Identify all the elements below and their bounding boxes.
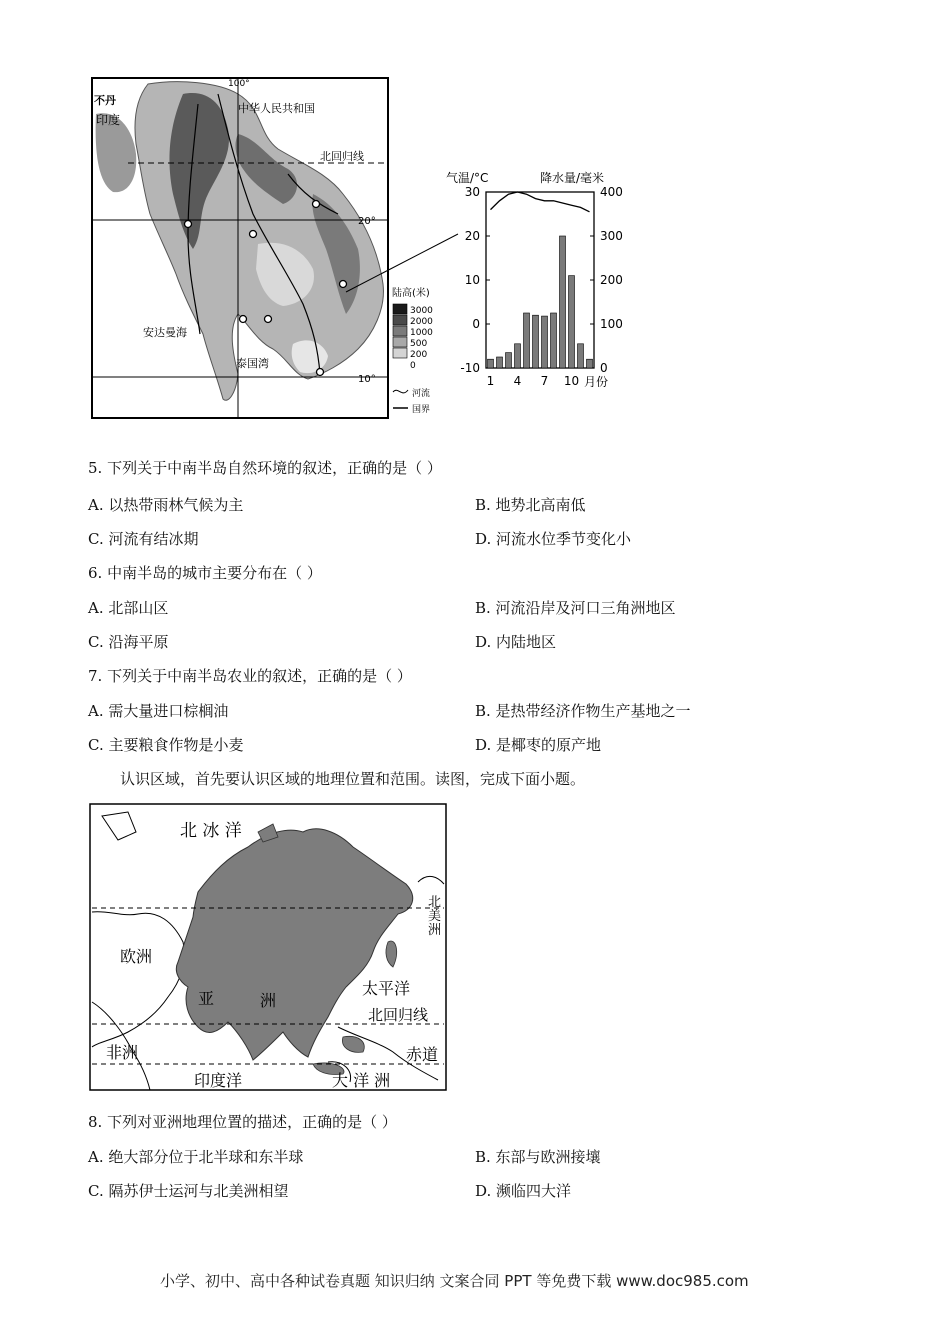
section-intro: 认识区域，首先要认识区域的地理位置和范围。读图，完成下面小题。 [120, 770, 586, 788]
precip-bar-11 [578, 344, 584, 368]
temperature-line [491, 192, 590, 212]
precipitation-bars [488, 236, 593, 368]
q7-option-d[interactable]: D. 是椰枣的原产地 [475, 736, 602, 754]
legend-border: 国界 [412, 405, 431, 415]
label-pacific: 太平洋 [362, 979, 411, 998]
q8-option-a[interactable]: A. 绝大部分位于北半球和东半球 [88, 1148, 304, 1166]
q8-option-d[interactable]: D. 濒临四大洋 [475, 1182, 572, 1200]
label-meridian: 100° [228, 79, 250, 89]
legend-level: 1000 [410, 328, 433, 338]
asia-figure [88, 802, 450, 1094]
label-europe: 欧洲 [120, 947, 153, 966]
q8-option-c[interactable]: C. 隔苏伊士运河与北美洲相望 [88, 1182, 289, 1200]
precip-bar-12 [587, 359, 593, 368]
left-tick-label: 10 [464, 273, 480, 287]
label-arctic-ocean: 北 冰 洋 [180, 821, 242, 841]
elevation-legend [392, 286, 433, 415]
indochina-figure [88, 74, 628, 422]
q5-option-d[interactable]: D. 河流水位季节变化小 [475, 530, 632, 548]
q6-stem: 6. 中南半岛的城市主要分布在（ ） [88, 564, 322, 582]
label-north-america-3: 洲 [428, 923, 442, 938]
precip-bar-3 [506, 353, 512, 368]
precip-bar-8 [551, 313, 557, 368]
precip-bar-10 [569, 276, 575, 368]
q5-stem: 5. 下列关于中南半岛自然环境的叙述，正确的是（ ） [88, 459, 442, 477]
precip-axis-label: 降水量/毫米 [540, 171, 605, 185]
precip-bar-4 [515, 344, 521, 368]
q8-stem: 8. 下列对亚洲地理位置的描述，正确的是（ ） [88, 1113, 397, 1131]
precip-bar-1 [488, 359, 494, 368]
q7-stem: 7. 下列关于中南半岛农业的叙述，正确的是（ ） [88, 667, 412, 685]
label-lat10: 10° [358, 374, 376, 385]
label-andaman-sea: 安达曼海 [143, 326, 187, 339]
page-footer: 小学、初中、高中各种试卷真题 知识归纳 文案合同 PPT 等免费下载 www.doc985.com [160, 1272, 749, 1290]
x-tick-label: 1 [486, 374, 495, 388]
label-bhutan: 不丹 [94, 94, 116, 107]
x-tick-label: 4 [513, 374, 522, 388]
label-north-america-1: 北 [428, 895, 442, 910]
left-tick-label: 30 [464, 185, 480, 199]
label-north-america-2: 美 [428, 909, 442, 924]
q6-option-d[interactable]: D. 内陆地区 [475, 633, 557, 651]
precip-bar-7 [542, 316, 548, 368]
q7-option-c[interactable]: C. 主要粮食作物是小麦 [88, 736, 244, 754]
q6-option-a[interactable]: A. 北部山区 [88, 599, 169, 617]
q5-option-b[interactable]: B. 地势北高南低 [475, 496, 586, 514]
left-tick-label: -10 [460, 361, 480, 375]
label-indian-ocean: 印度洋 [194, 1071, 243, 1090]
right-tick-label: 200 [600, 273, 623, 287]
left-tick-label: 20 [464, 229, 480, 243]
right-tick-label: 0 [600, 361, 608, 375]
legend-level: 3000 [410, 306, 433, 316]
label-tropic-of-cancer: 北回归线 [368, 1006, 429, 1024]
temp-axis-label: 气温/°C [446, 171, 489, 185]
label-oceania: 大 洋 洲 [332, 1071, 391, 1090]
precip-bar-2 [497, 357, 503, 368]
q5-option-c[interactable]: C. 河流有结冰期 [88, 530, 199, 548]
q6-option-c[interactable]: C. 沿海平原 [88, 633, 169, 651]
chart-plot-frame [486, 192, 594, 368]
q8-option-b[interactable]: B. 东部与欧洲接壤 [475, 1148, 601, 1166]
legend-level: 0 [410, 361, 416, 371]
label-tropic: 北回归线 [320, 150, 364, 163]
x-axis-label: 月份 [584, 375, 609, 389]
right-axis-ticks [590, 185, 623, 375]
q7-option-a[interactable]: A. 需大量进口棕榈油 [88, 702, 229, 720]
legend-level: 500 [410, 339, 428, 349]
legend-title: 陆高(米) [392, 288, 430, 299]
legend-level: 2000 [410, 317, 433, 327]
q7-option-b[interactable]: B. 是热带经济作物生产基地之一 [475, 702, 691, 720]
label-gulf-thailand: 泰国湾 [236, 357, 269, 370]
indochina-figure-svg [88, 74, 628, 422]
label-asia-2: 洲 [260, 991, 277, 1010]
label-china: 中华人民共和国 [238, 102, 315, 115]
legend-river: 河流 [412, 389, 431, 399]
label-africa: 非洲 [106, 1043, 139, 1062]
x-tick-label: 10 [563, 374, 580, 388]
right-tick-label: 400 [600, 185, 623, 199]
right-tick-label: 100 [600, 317, 623, 331]
precip-bar-6 [533, 315, 539, 368]
label-asia-1: 亚 [198, 989, 215, 1008]
precip-bar-5 [524, 313, 530, 368]
legend-level: 200 [410, 350, 428, 360]
q6-option-b[interactable]: B. 河流沿岸及河口三角洲地区 [475, 599, 676, 617]
label-equator: 赤道 [406, 1045, 439, 1064]
river-symbol-icon [393, 390, 408, 393]
label-india: 印度 [96, 113, 121, 127]
right-tick-label: 300 [600, 229, 623, 243]
x-tick-label: 7 [540, 374, 549, 388]
asia-figure-svg [88, 802, 450, 1094]
label-lat20: 20° [358, 216, 376, 227]
left-tick-label: 0 [472, 317, 480, 331]
x-axis-ticks [487, 374, 579, 388]
climate-chart [446, 170, 623, 389]
q5-option-a[interactable]: A. 以热带雨林气候为主 [88, 496, 244, 514]
precip-bar-9 [560, 236, 566, 368]
